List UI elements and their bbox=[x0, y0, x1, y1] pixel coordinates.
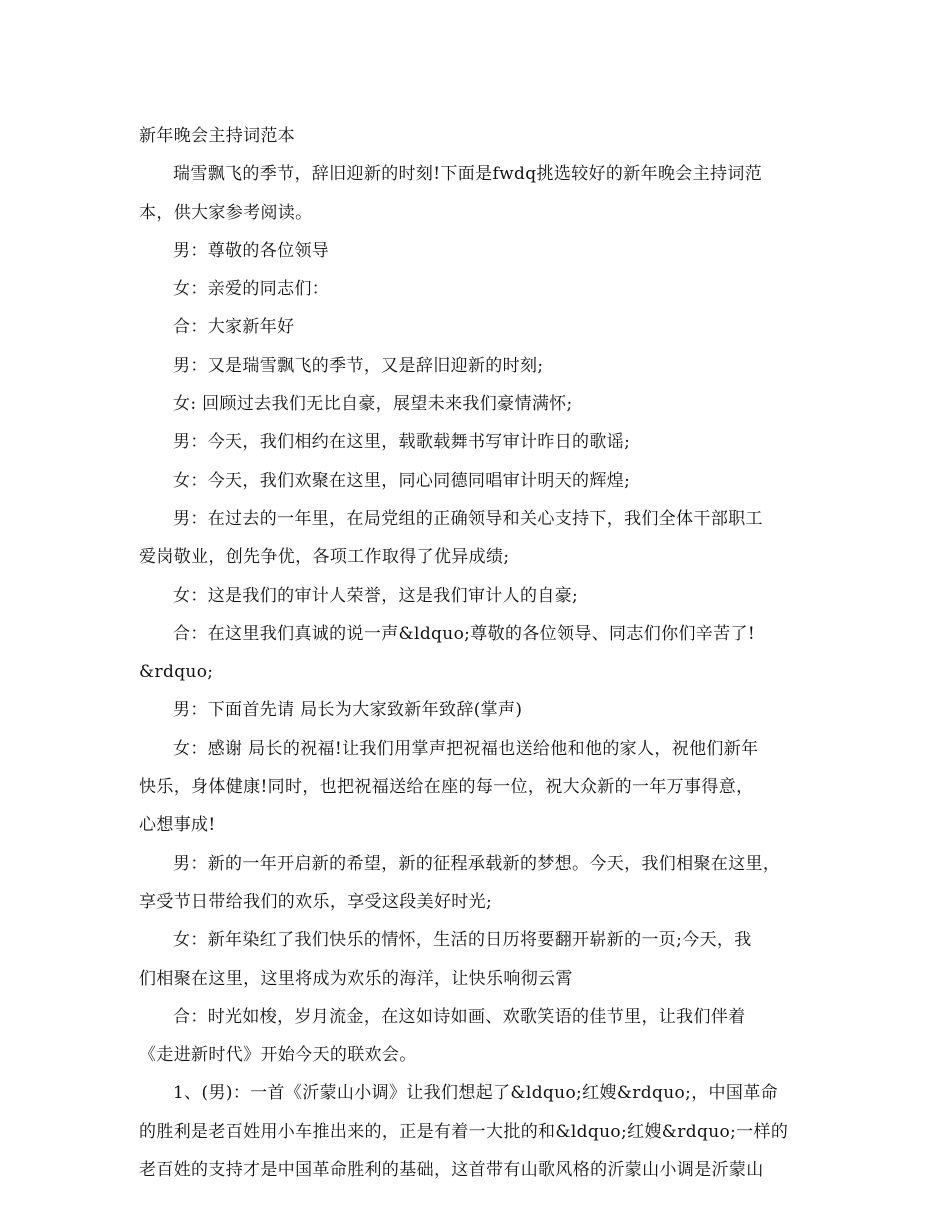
paragraph-line: 合：时光如梭，岁月流金，在这如诗如画、欢歌笑语的佳节里，让我们伴着 bbox=[173, 1006, 746, 1027]
paragraph-line: 快乐，身体健康!同时，也把祝福送给在座的每一位，祝大众新的一年万事得意， bbox=[139, 777, 754, 798]
paragraph-line: 瑞雪飘飞的季节，辞旧迎新的时刻!下面是fwdq挑选较好的新年晚会主持词范 bbox=[173, 164, 763, 185]
paragraph-line: 《走进新时代》开始今天的联欢会。 bbox=[139, 1045, 417, 1066]
paragraph-line: 合：在这里我们真诚的说一声&ldquo;尊敬的各位领导、同志们你们辛苦了! bbox=[173, 623, 756, 644]
paragraph-line: &rdquo; bbox=[139, 662, 214, 683]
paragraph-line: 女：亲爱的同志们： bbox=[173, 279, 330, 300]
paragraph-line: 男：下面首先请 局长为大家致新年致辞(掌声) bbox=[173, 700, 523, 721]
paragraph-line: 本，供大家参考阅读。 bbox=[139, 202, 313, 223]
paragraph-line: 女: 回顾过去我们无比自豪，展望未来我们豪情满怀; bbox=[173, 394, 573, 415]
paragraph-line: 男：又是瑞雪飘飞的季节，又是辞旧迎新的时刻; bbox=[173, 355, 544, 376]
paragraph-line: 女：新年染红了我们快乐的情怀，生活的日历将要翻开崭新的一页;今天，我 bbox=[173, 930, 752, 951]
paragraph-line: 男：新的一年开启新的希望，新的征程承载新的梦想。今天，我们相聚在这里， bbox=[173, 853, 781, 874]
paragraph-line: 的胜利是老百姓用小车推出来的，正是有着一大批的和&ldquo;红嫂&rdquo;一样的 bbox=[139, 1121, 789, 1142]
paragraph-line: 合：大家新年好 bbox=[173, 317, 295, 338]
paragraph-line: 女：今天，我们欢聚在这里，同心同德同唱审计明天的辉煌; bbox=[173, 470, 631, 491]
paragraph-line: 女：感谢 局长的祝福!让我们用掌声把祝福也送给他和他的家人，祝他们新年 bbox=[173, 738, 759, 759]
document-page bbox=[139, 117, 829, 1189]
paragraph-line: 享受节日带给我们的欢乐，享受这段美好时光; bbox=[139, 891, 493, 912]
paragraph-line: 老百姓的支持才是中国革命胜利的基础，这首带有山歌风格的沂蒙山小调是沂蒙山 bbox=[139, 1160, 764, 1181]
paragraph-line: 心想事成! bbox=[139, 815, 216, 836]
paragraph-line: 女：这是我们的审计人荣誉，这是我们审计人的自豪; bbox=[173, 585, 579, 606]
paragraph-line: 们相聚在这里，这里将成为欢乐的海洋，让快乐响彻云霄 bbox=[139, 968, 573, 989]
paragraph-line: 1、(男)：一首《沂蒙山小调》让我们想起了&ldquo;红嫂&rdquo;，中国革命 bbox=[173, 1083, 778, 1104]
document-title: 新年晚会主持词范本 bbox=[139, 126, 296, 146]
paragraph-line: 男：今天，我们相约在这里，载歌载舞书写审计昨日的歌谣; bbox=[173, 432, 631, 453]
paragraph-line: 爱岗敬业，创先争优，各项工作取得了优异成绩; bbox=[139, 547, 510, 568]
paragraph-line: 男：在过去的一年里，在局党组的正确领导和关心支持下，我们全体干部职工 bbox=[173, 508, 763, 529]
paragraph-line: 男：尊敬的各位领导 bbox=[173, 240, 330, 261]
